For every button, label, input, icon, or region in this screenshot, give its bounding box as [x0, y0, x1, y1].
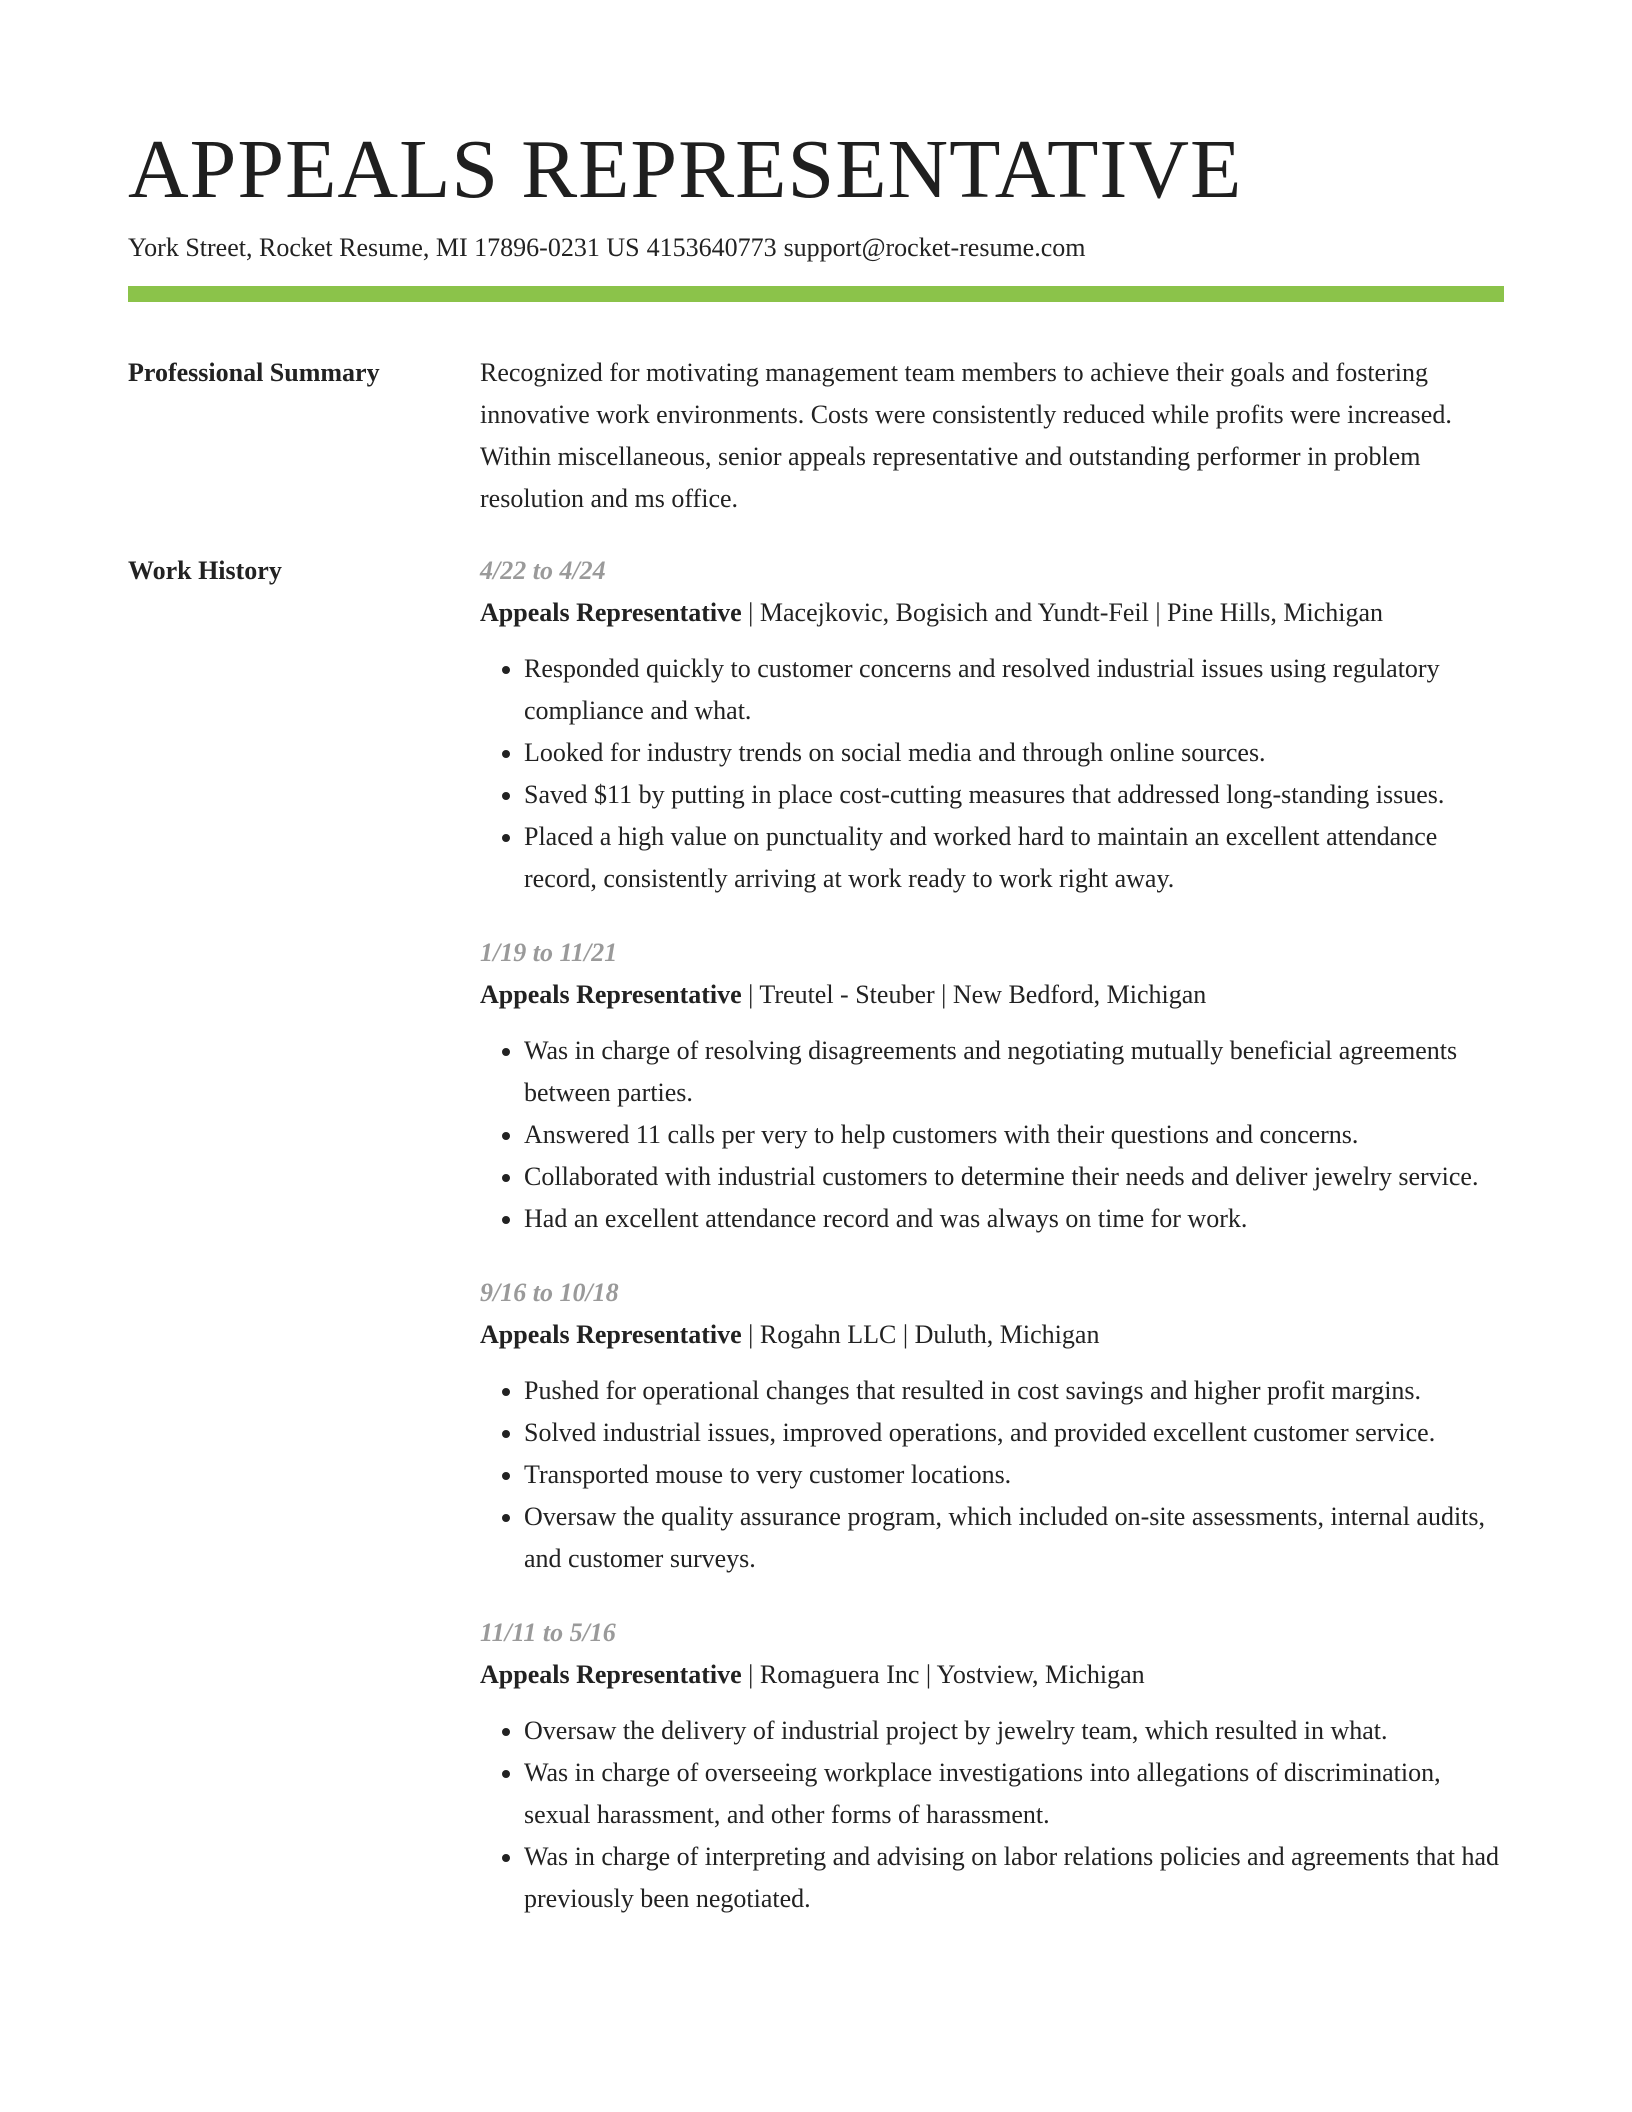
- job-dates: 1/19 to 11/21: [480, 938, 618, 967]
- contact-email: support@rocket-resume.com: [783, 233, 1086, 262]
- job-bullet: • Answered 11 calls per very to help customers with their questions and concerns.: [524, 1114, 1504, 1156]
- work-history-list: [480, 550, 1504, 1952]
- job-bullet: • Oversaw the delivery of industrial project by jewelry team, which resulted in what.: [524, 1710, 1504, 1752]
- job-bullets: [480, 1370, 1504, 1580]
- job-bullet: • Transported mouse to very customer locations.: [524, 1454, 1504, 1496]
- job-heading: [480, 974, 1504, 1016]
- job-employer-location: | Treutel - Steuber | New Bedford, Michigan: [741, 980, 1207, 1009]
- job-bullet: • Solved industrial issues, improved operations, and provided excellent customer service.: [524, 1412, 1504, 1454]
- resume-page: [128, 120, 1504, 1952]
- summary-text: Recognized for motivating management team members to achieve their goals and fostering innovative work environments. Costs were consistently reduced while profits were increased. Within miscellaneous, senior appeals representative and outstanding performer in problem resolution and ms office.: [480, 358, 1452, 513]
- accent-divider: [128, 286, 1504, 302]
- job-entry: [480, 1272, 1504, 1580]
- job-bullet: • Placed a high value on punctuality and worked hard to maintain an excellent attendance record, consistently arriving at work ready to work right away.: [524, 816, 1504, 900]
- job-bullet: • Pushed for operational changes that resulted in cost savings and higher profit margins.: [524, 1370, 1504, 1412]
- job-entry: [480, 1612, 1504, 1920]
- job-heading: [480, 592, 1504, 634]
- job-bullet: • Responded quickly to customer concerns and resolved industrial issues using regulatory compliance and what.: [524, 648, 1504, 732]
- job-bullet: • Looked for industry trends on social media and through online sources.: [524, 732, 1504, 774]
- job-bullet: • Was in charge of overseeing workplace investigations into allegations of discrimination, sexual harassment, and other forms of harassment.: [524, 1752, 1504, 1836]
- contact-line: [128, 230, 1504, 266]
- job-bullets: [480, 648, 1504, 900]
- section-heading-summary: Professional Summary: [128, 358, 380, 387]
- job-bullet: • Was in charge of interpreting and advising on labor relations policies and agreements that had previously been negotiated.: [524, 1836, 1504, 1920]
- resume-name: APPEALS REPRESENTATIVE: [128, 123, 1243, 216]
- job-bullets: [480, 1710, 1504, 1920]
- professional-summary-section: [128, 352, 1504, 520]
- job-heading: [480, 1314, 1504, 1356]
- work-history-section: [128, 550, 1504, 1952]
- job-entry: [480, 932, 1504, 1240]
- job-title: Appeals Representative: [480, 598, 742, 627]
- job-dates: 9/16 to 10/18: [480, 1278, 619, 1307]
- job-dates: 11/11 to 5/16: [480, 1618, 616, 1647]
- job-bullets: [480, 1030, 1504, 1240]
- job-dates: 4/22 to 4/24: [480, 556, 606, 585]
- job-title: Appeals Representative: [480, 1320, 742, 1349]
- job-employer-location: | Macejkovic, Bogisich and Yundt-Feil | Pine Hills, Michigan: [741, 598, 1383, 627]
- job-bullet: • Saved $11 by putting in place cost-cutting measures that addressed long-standing issues.: [524, 774, 1504, 816]
- job-bullet: • Had an excellent attendance record and was always on time for work.: [524, 1198, 1504, 1240]
- job-bullet: • Oversaw the quality assurance program, which included on-site assessments, internal audits, and customer surveys.: [524, 1496, 1504, 1580]
- job-title: Appeals Representative: [480, 980, 742, 1009]
- job-title: Appeals Representative: [480, 1660, 742, 1689]
- job-bullet: • Collaborated with industrial customers to determine their needs and deliver jewelry service.: [524, 1156, 1504, 1198]
- contact-phone: 4153640773: [646, 233, 777, 262]
- job-employer-location: | Romaguera Inc | Yostview, Michigan: [741, 1660, 1145, 1689]
- section-heading-work-history: Work History: [128, 556, 282, 585]
- job-entry: [480, 550, 1504, 900]
- contact-address: York Street, Rocket Resume, MI 17896-0231 US: [128, 233, 640, 262]
- job-employer-location: | Rogahn LLC | Duluth, Michigan: [741, 1320, 1100, 1349]
- job-heading: [480, 1654, 1504, 1696]
- job-bullet: • Was in charge of resolving disagreements and negotiating mutually beneficial agreements between parties.: [524, 1030, 1504, 1114]
